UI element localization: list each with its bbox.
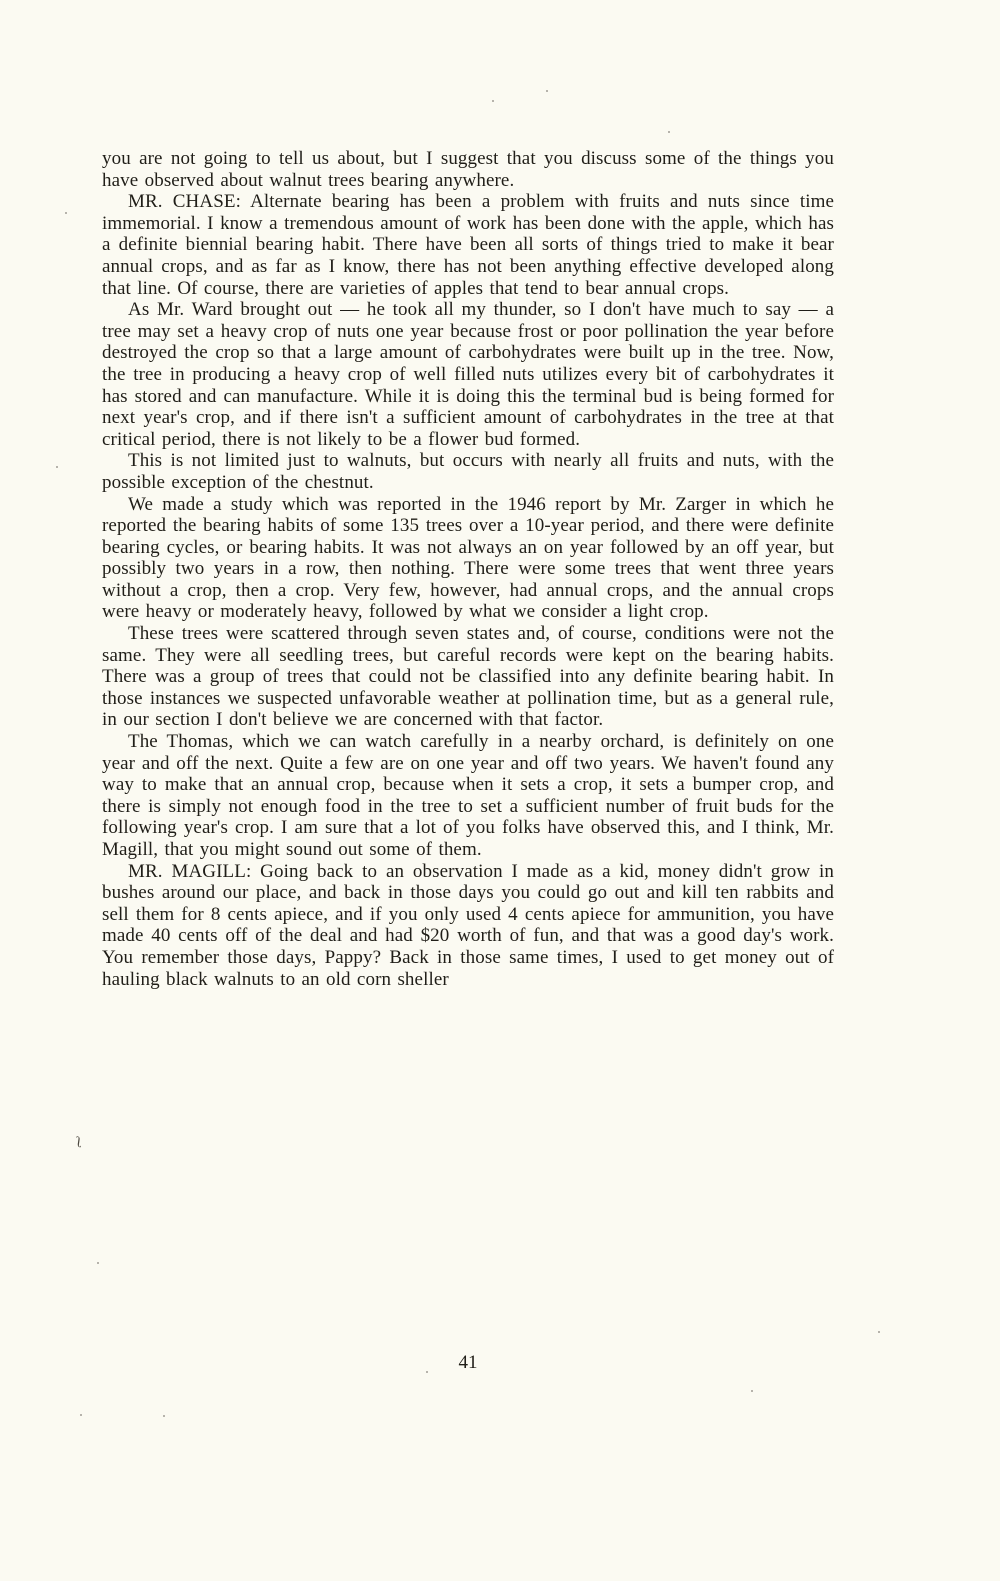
scan-speck	[878, 1331, 880, 1333]
paragraph: As Mr. Ward brought out — he took all my thunder, so I don't have much to say — a tree may set a heavy crop of nuts one year because frost or poor pollination the year before destroyed the crop so that a large amount of carbohydrates were built up in the tree. Now, the tree in producing a heavy crop of well filled nuts utilizes every bit of carbohydrates it has stored and can manufacture. While it is doing this the terminal bud is being formed for next year's crop, and if there isn't a sufficient amount of carbohydrates in the tree at that critical period, there is not likely to be a flower bud formed.	[102, 299, 834, 450]
handwritten-margin-mark: ʅ	[74, 1134, 84, 1152]
scan-speck	[426, 1371, 428, 1373]
scan-speck	[65, 212, 67, 214]
scan-speck	[751, 1390, 753, 1392]
paragraph: These trees were scattered through seven states and, of course, conditions were not the same. They were all seedling trees, but careful records were kept on the bearing habits. There was a group of trees that could not be classified into any definite bearing habit. In those instances we suspected unfavorable weather at pollination time, but as a general rule, in our section I don't believe we are concerned with that factor.	[102, 623, 834, 731]
paragraph: This is not limited just to walnuts, but occurs with nearly all fruits and nuts, with the possible exception of the chestnut.	[102, 450, 834, 493]
text-block	[102, 148, 834, 990]
paragraph: MR. CHASE: Alternate bearing has been a problem with fruits and nuts since time immemorial. I know a tremendous amount of work has been done with the apple, which has a definite biennial bearing habit. There have been all sorts of things tried to make it bear annual crops, and as far as I know, there has not been anything effective developed along that line. Of course, there are varieties of apples that tend to bear annual crops.	[102, 191, 834, 299]
scan-speck	[80, 1414, 82, 1416]
scan-speck	[56, 466, 58, 468]
paragraph: you are not going to tell us about, but I suggest that you discuss some of the things you have observed about walnut trees bearing anywhere.	[102, 148, 834, 191]
paragraph: We made a study which was reported in the 1946 report by Mr. Zarger in which he reported the bearing habits of some 135 trees over a 10-year period, and there were definite bearing cycles, or bearing habits. It was not always an on year followed by an off year, but possibly two years in a row, then nothing. There were some trees that went three years without a crop, then a crop. Very few, however, had annual crops, and the annual crops were heavy or moderately heavy, followed by what we consider a light crop.	[102, 493, 834, 623]
scan-speck	[668, 131, 670, 133]
scan-speck	[492, 100, 494, 102]
paragraph: The Thomas, which we can watch carefully in a nearby orchard, is definitely on one year and off the next. Quite a few are on one year and off two years. We haven't found any way to make that an annual crop, because when it sets a crop, it sets a bumper crop, and there is simply not enough food in the tree to set a sufficient number of fruit buds for the following year's crop. I am sure that a lot of you folks have observed this, and I think, Mr. Magill, that you might sound out some of them.	[102, 731, 834, 860]
scan-speck	[546, 90, 548, 92]
scan-speck	[97, 1262, 99, 1264]
paragraph: MR. MAGILL: Going back to an observation I made as a kid, money didn't grow in bushes around our place, and back in those days you could go out and kill ten rabbits and sell them for 8 cents apiece, and if you only used 4 cents apiece for ammunition, you have made 40 cents off of the deal and had $20 worth of fun, and that was a good day's work. You remember those days, Pappy? Back in those same times, I used to get money out of hauling black walnuts to an old corn sheller	[102, 860, 834, 990]
scan-speck	[163, 1415, 165, 1417]
page-number: 41	[458, 1352, 478, 1373]
